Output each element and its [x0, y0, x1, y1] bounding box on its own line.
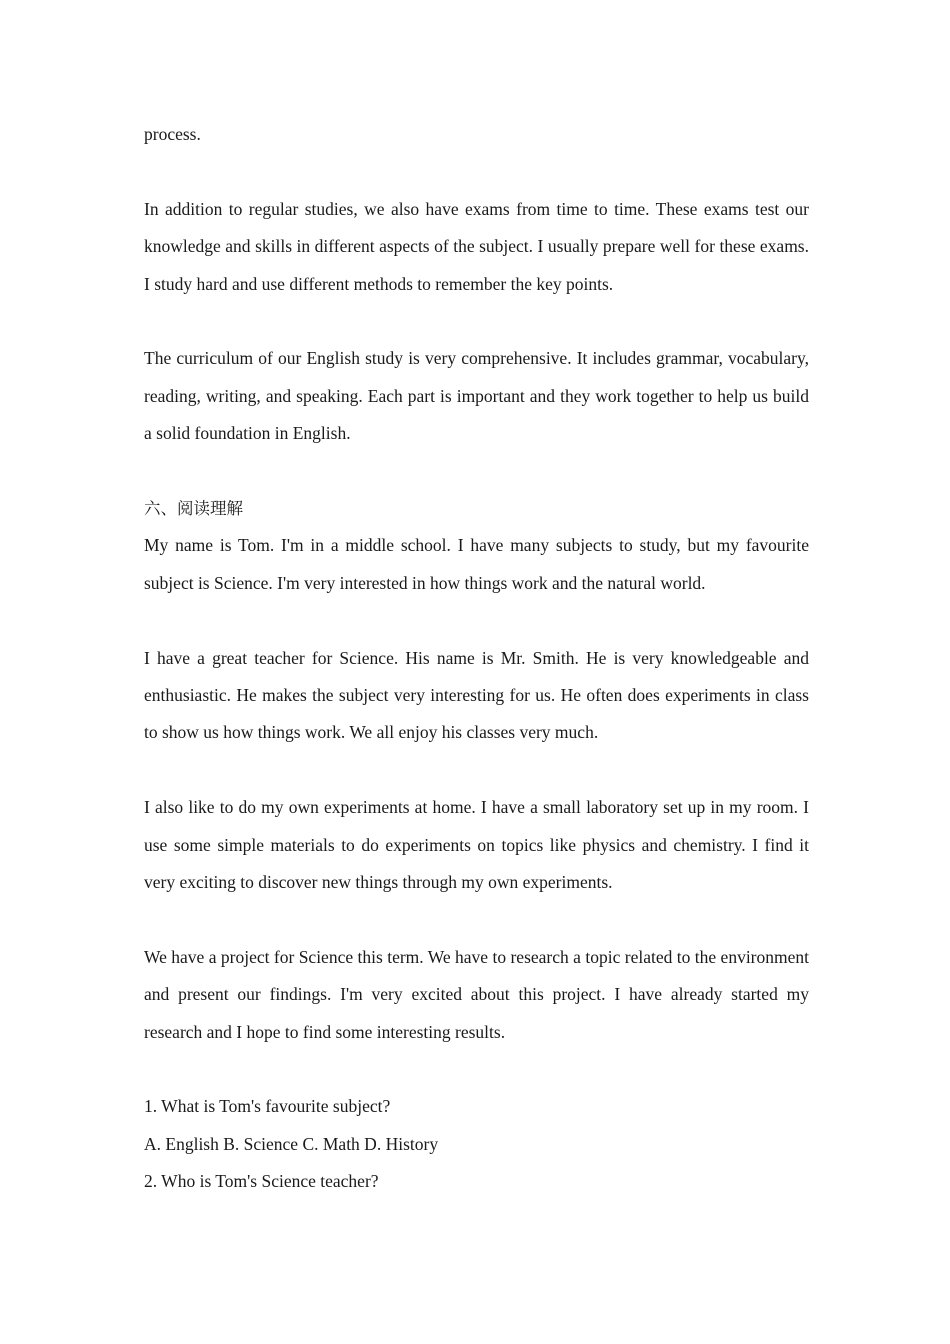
paragraph-exams: In addition to regular studies, we also have exams from time to time. These exams test our knowledge and skills in different aspects of the subject. I usually prepare well for these exams. I study hard and use different methods to remember the key points.	[144, 198, 809, 294]
question-1: 1. What is Tom's favourite subject?	[144, 1096, 391, 1117]
reading-paragraph-4: We have a project for Science this term. We have to research a topic related to the environment and present our findings. I'm very excited about this project. I have already started my research and I hope to find some interesting results.	[144, 946, 809, 1042]
question-2: 2. Who is Tom's Science teacher?	[144, 1171, 379, 1192]
paragraph-curriculum: The curriculum of our English study is very comprehensive. It includes grammar, vocabulary, reading, writing, and speaking. Each part is important and they work together to help us build a solid foundation in English.	[144, 348, 809, 444]
section-heading: 六、阅读理解	[144, 499, 243, 519]
reading-paragraph-3: I also like to do my own experiments at home. I have a small laboratory set up in my room. I use some simple materials to do experiments on topics like physics and chemistry. I find it very exciting to discover new things through my own experiments.	[144, 797, 809, 893]
reading-paragraph-1: My name is Tom. I'm in a middle school. I have many subjects to study, but my favourite subject is Science. I'm very interested in how things work and the natural world.	[144, 535, 809, 593]
document-page	[144, 116, 809, 1201]
paragraph-process: process.	[144, 124, 201, 144]
question-1-options: A. English B. Science C. Math D. History	[144, 1133, 439, 1154]
reading-paragraph-2: I have a great teacher for Science. His name is Mr. Smith. He is very knowledgeable and enthusiastic. He makes the subject very interesting for us. He often does experiments in class to show us how things work. We all enjoy his classes very much.	[144, 647, 809, 743]
